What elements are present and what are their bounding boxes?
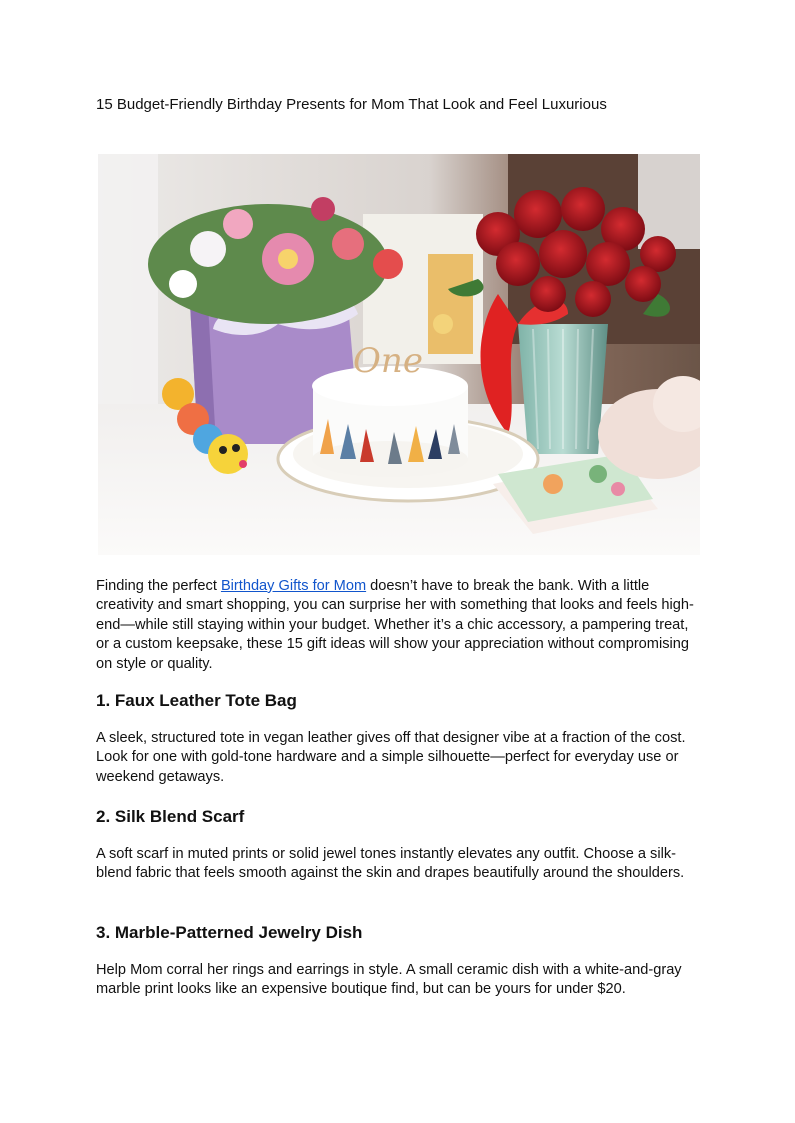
intro-text-start: Finding the perfect [96, 578, 221, 594]
section-heading-silk-scarf: 2. Silk Blend Scarf [96, 807, 245, 826]
section-body-silk-scarf: A soft scarf in muted prints or solid jewel tones instantly elevates any outfit. Choose a silk-blend fabric that feels smooth against the skin and drapes beautifully around the shoulders. [96, 846, 685, 882]
page-title: 15 Budget-Friendly Birthday Presents for Mom That Look and Feel Luxurious [96, 96, 607, 113]
section-body-jewelry-dish: Help Mom corral her rings and earrings in style. A small ceramic dish with a white-and-gray marble print looks like an expensive boutique find, but can be yours for under $20. [96, 962, 682, 998]
intro-text-end: doesn’t have to break the bank. With a little creativity and smart shopping, you can surprise her with something that looks and feels high-end—while still staying within your budget. Whether it’s a chic accessory, a pampering treat, or a custom keepsake, these 15 gift ideas will show your appreciation without compromising on style or quality. [96, 578, 694, 672]
birthday-gifts-link[interactable]: Birthday Gifts for Mom [220, 578, 367, 594]
section-heading-jewelry-dish: 3. Marble-Patterned Jewelry Dish [96, 923, 363, 942]
birthday-cake-photo [98, 154, 700, 555]
section-body-tote-bag: A sleek, structured tote in vegan leather gives off that designer vibe at a fraction of the cost. Look for one with gold-tone hardware and a simple silhouette—perfect for everyday use or weekend getaways. [96, 730, 686, 785]
intro-paragraph [96, 577, 696, 674]
hero-image [98, 154, 700, 555]
cake-topper: One [353, 341, 423, 381]
section-heading-tote-bag: 1. Faux Leather Tote Bag [96, 691, 297, 710]
